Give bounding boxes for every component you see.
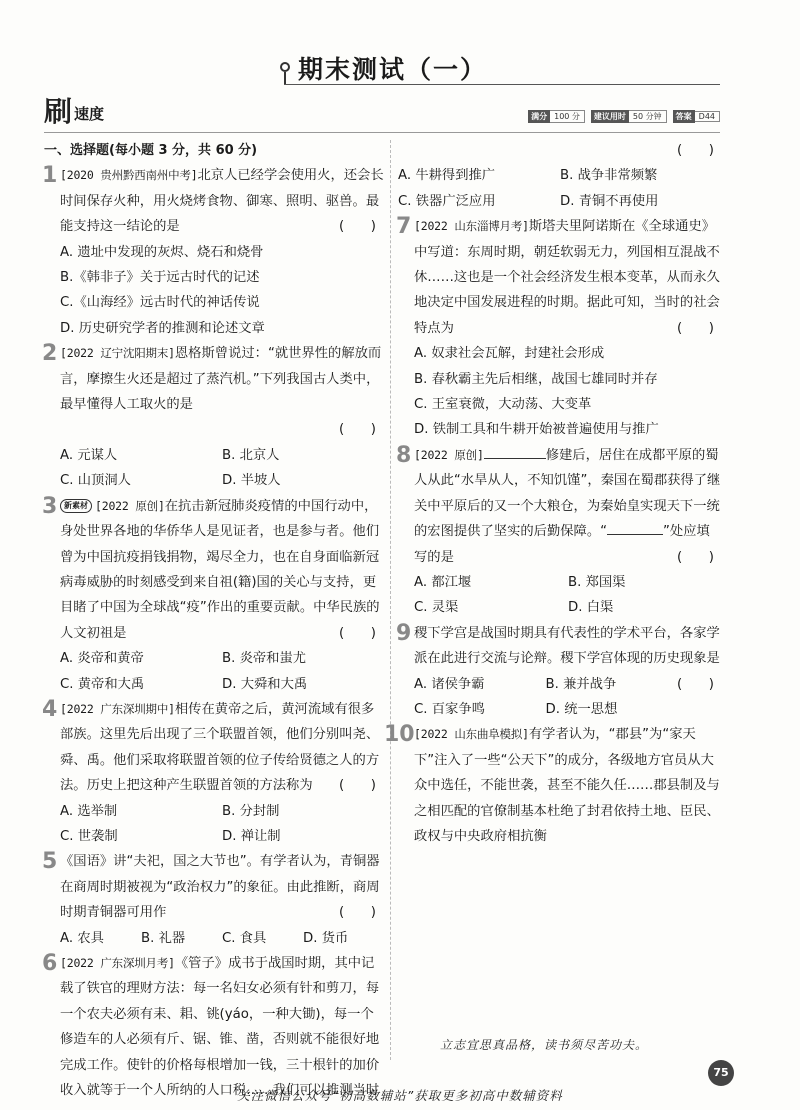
meta-time [591, 110, 667, 123]
options [60, 240, 384, 342]
column-divider [390, 140, 391, 1060]
answer-paren: ( ) [677, 143, 714, 158]
option: B. 北京人 [222, 447, 280, 463]
option: A. 遗址中发现的灰烬、烧石和烧骨 [60, 244, 264, 260]
option: D. 统一思想 [545, 701, 618, 717]
option: C. 王室衰微，大动荡、大变革 [414, 397, 592, 413]
option: C. 黄帝和大禹 [60, 676, 145, 692]
options [414, 341, 722, 443]
question-source: [ 2020 贵州黔西南州中考 ] [60, 168, 198, 182]
question-source: [ 2022 山东淄博月考 ] [414, 219, 529, 233]
question-1 [44, 163, 384, 341]
answer-paren: ( ) [677, 320, 714, 336]
left-column [44, 138, 384, 1103]
question-number: 2 [42, 341, 58, 367]
fill-blank [607, 521, 663, 535]
option: C. 百家争鸣 [414, 701, 485, 717]
options [398, 163, 722, 214]
answer-paren: ( ) [339, 905, 376, 921]
answer-paren: ( ) [339, 219, 376, 235]
option: C. 山顶洞人 [60, 473, 131, 489]
option: C. 灵渠 [414, 600, 459, 616]
option: A. 诸侯争霸 [414, 676, 485, 692]
meta-key: 答案 [673, 110, 695, 123]
header-rule [44, 132, 720, 133]
option: D. 白渠 [568, 600, 614, 616]
right-column [384, 138, 722, 849]
question-number: 10 [384, 722, 415, 748]
question-number: 8 [396, 442, 412, 468]
option: B. 礼器 [141, 930, 186, 946]
question-source: [ 2022 广东深圳期中 ] [60, 702, 175, 716]
question-stem: 在抗击新冠肺炎疫情的中国行动中，身处世界各地的华侨华人是见证者，也是参与者。他们曾为中国抗疫捐钱捐物，竭尽全力，也在自身面临新冠病毒威胁的时刻感受到来自祖(籍)国的关心与支持，更目睹了中国为全球战“疫”作出的重要贡献。中华民族的人文初祖是 [60, 498, 380, 641]
meta-value: 50 分钟 [629, 110, 667, 123]
option: D. 青铜不再使用 [560, 193, 659, 209]
options [414, 672, 677, 723]
question-6-continued [398, 138, 722, 214]
question-stem: 修建后，居住在成都平原的蜀人从此“水旱从人，不知饥馑”，秦国在蜀郡获得了继关中平原后的又一个大粮仓，为秦始皇实现天下一统的宏图提供了坚实的后勤保障。“ [414, 447, 721, 540]
question-number: 5 [42, 849, 58, 875]
question-stem: 《管子》成书于战国时期，其中记载了铁官的理财方法：每一名妇女必须有针和剪刀，每一个农夫必须有耒、耜、铫(yáo，一种大锄)，每一个修造车的人必须有斤、锯、锥、凿，否则就不能很好地完成工作。使针的价格每根增加一钱，三十根针的加价收入就等于一个人所纳的人口税……我们可以推测当时 [60, 956, 380, 1099]
title-stem [284, 72, 286, 84]
question-stem: 《国语》讲“夫祀，国之大节也”。有学者认为，青铜器在商周时期被视为“政治权力”的象征。由此推断，商周时期青铜器可用作 [60, 854, 380, 921]
question-number: 6 [42, 951, 58, 976]
options [60, 443, 384, 494]
title-pin-icon [280, 62, 290, 72]
answer-paren: ( ) [339, 778, 376, 794]
question-stem: 相传在黄帝之后，黄河流域有很多部族。这里先后出现了三个联盟首领，他们分别叫尧、舜、禹。他们采取将联盟首领的位子传给贤德之人的方法。历史上把这种产生联盟首领的方法称为 [60, 701, 380, 794]
question-source: [ 2022 辽宁沈阳期末 ] [60, 346, 175, 360]
question-stem: 稷下学宫是战国时期具有代表性的学术平台，各家学派在此进行交流与论辩。稷下学宫体现的历史现象是 [414, 625, 720, 667]
option: A. 元谋人 [60, 447, 118, 463]
option: D. 禅让制 [222, 828, 281, 844]
question-number: 7 [396, 214, 412, 240]
question-stem-tail: ”处应填写的是 [414, 524, 710, 565]
options [60, 646, 384, 697]
option: D. 铁制工具和牛耕开始被普遍使用与推广 [414, 422, 659, 438]
question-5 [44, 849, 384, 951]
page-number: 75 [708, 1060, 734, 1086]
option: C. 食具 [222, 930, 267, 946]
answer-paren: ( ) [677, 549, 714, 565]
answer-paren-row [398, 138, 722, 163]
meta-key: 建议用时 [591, 110, 629, 123]
question-number: 4 [42, 696, 58, 722]
exam-meta [528, 110, 720, 123]
options [60, 799, 384, 850]
option: C. 世袭制 [60, 828, 118, 844]
options [414, 570, 722, 621]
question-7 [398, 214, 722, 443]
option: D. 货币 [303, 930, 349, 946]
question-source: [ 2022 广东深圳月考 ] [60, 956, 175, 970]
question-number: 1 [42, 163, 58, 189]
option: A. 牛耕得到推广 [398, 168, 496, 184]
question-3 [44, 494, 384, 697]
option: A. 都江堰 [414, 574, 472, 590]
question-number: 9 [396, 620, 412, 646]
question-stem: 斯塔夫里阿诺斯在《全球通史》中写道：东周时期，朝廷软弱无力，列国相互混战不休……这也是一个社会经济发生根本变革，从而永久地决定中国发展进程的时期。据此可知，当时的社会特点为 [414, 219, 720, 336]
option: B. 战争非常频繁 [560, 168, 658, 184]
section-title: 一、选择题(每小题 3 分，共 60 分) [44, 143, 258, 158]
option: B. 兼并战争 [545, 676, 617, 692]
page-title: 期末测试（一） [298, 55, 488, 84]
option: C.《山海经》远古时代的神话传说 [60, 295, 260, 311]
answer-paren: ( ) [677, 676, 714, 692]
title-bar [270, 50, 720, 90]
question-8 [398, 443, 722, 621]
question-stem: 北京人已经学会使用火，还会长时间保存火种，用火烧烤食物、御寒、照明、驱兽。最能支持这一结论的是 [60, 168, 384, 235]
question-10 [384, 722, 722, 849]
answer-paren-row [60, 417, 384, 442]
brand-big: 刷 [44, 95, 73, 128]
question-stem: 恩格斯曾说过：“就世界性的解放而言，摩擦生火还是超过了蒸汽机。”下列我国古人类中，最早懂得人工取火的是 [60, 346, 382, 413]
question-4 [44, 697, 384, 849]
new-material-tag: 新素材 [60, 499, 92, 513]
question-source: [ 2022 山东曲阜模拟 ] [414, 727, 529, 741]
question-source: [ 2022 原创 ] [95, 499, 165, 513]
option: D. 大舜和大禹 [222, 676, 308, 692]
option: B. 分封制 [222, 803, 280, 819]
answer-paren: ( ) [339, 625, 376, 641]
option: A. 选举制 [60, 803, 118, 819]
option: B. 炎帝和蚩尤 [222, 651, 307, 667]
option: C. 铁器广泛应用 [398, 193, 496, 209]
brand-small: 速度 [74, 105, 105, 123]
question-number: 3 [42, 493, 58, 519]
options [60, 926, 384, 951]
option: A. 农具 [60, 930, 104, 946]
question-2 [44, 341, 384, 493]
option: B. 郑国渠 [568, 574, 626, 590]
option: A. 奴隶社会瓦解，封建社会形成 [414, 346, 605, 362]
question-source: [ 2022 原创 ] [414, 448, 484, 462]
meta-value: D44 [695, 111, 720, 122]
option: D. 半坡人 [222, 473, 281, 489]
fill-blank [484, 445, 546, 459]
option: A. 炎帝和黄帝 [60, 651, 144, 667]
option: D. 历史研究学者的推测和论述文章 [60, 320, 265, 336]
answer-paren: ( ) [339, 422, 376, 438]
meta-score [528, 110, 585, 123]
question-9 [398, 621, 722, 723]
meta-key: 满分 [528, 110, 550, 123]
meta-answer [673, 110, 720, 123]
question-stem: 有学者认为，“郡县”为“家天下”注入了一些“公天下”的成分，各级地方官员从大众中选任，不能世袭，甚至不能久任……郡县制及与之相匹配的官僚制基本杜绝了封君依持土地、臣民、政权与中央政府相抗衡 [414, 727, 720, 844]
option: B.《韩非子》关于远古时代的记述 [60, 270, 260, 286]
question-6 [44, 951, 384, 1103]
brand-label [44, 95, 105, 128]
footer-motto: 立志宜思真品格，读书须尽苦功夫。 [440, 1038, 649, 1052]
meta-value: 100 分 [550, 110, 585, 123]
footer-note: 关注微信公众号“初高数辅站”获取更多初高中数辅资料 [237, 1088, 563, 1103]
option: B. 春秋霸主先后相继，战国七雄同时并存 [414, 371, 658, 387]
